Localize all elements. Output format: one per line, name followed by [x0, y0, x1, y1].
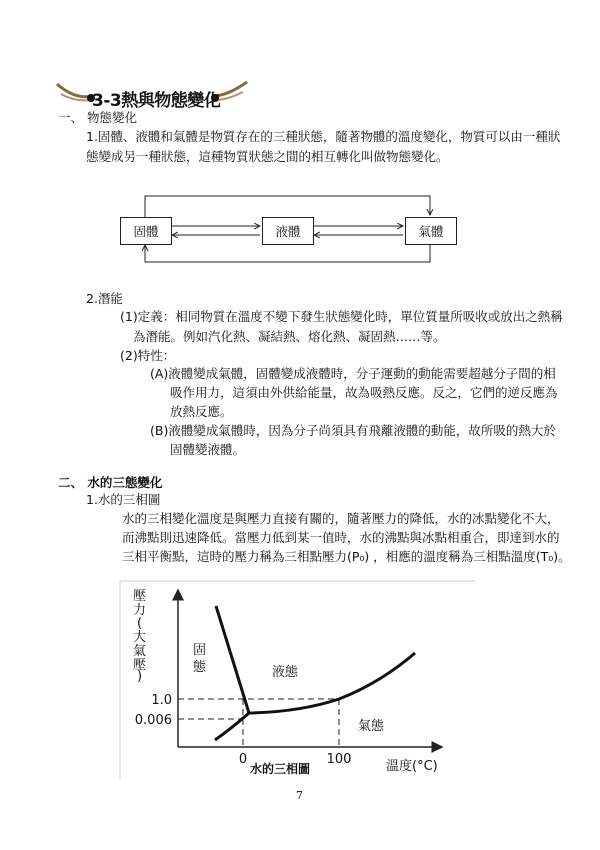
- figure-caption: 水的三相圖: [250, 762, 311, 776]
- region-gas-label: 氣態: [358, 719, 385, 734]
- paragraph-line: 為潛能。例如汽化熱、凝結熱、熔化熱、凝固熱……等。: [133, 329, 446, 344]
- y-tick-0006: 0.006: [134, 713, 172, 728]
- paragraph-line: (1)定義：相同物質在溫度不變下發生狀態變化時，單位質量所吸收或放出之熱稱: [120, 309, 563, 324]
- heading-water-states: 二、 水的三態變化: [58, 475, 163, 490]
- heading-state-change: 一、 物態變化: [58, 110, 137, 125]
- paragraph-line: 而沸點則迅速降低。當壓力低到某一值時，水的沸點與冰點相重合，即達到水的: [122, 530, 560, 545]
- box-gas: 氣體: [405, 217, 457, 245]
- sublimation-curve: [215, 713, 249, 740]
- x-axis-label: 溫度(°C): [386, 759, 438, 774]
- page-number: 7: [296, 789, 303, 802]
- region-solid-label: 固: [193, 643, 207, 658]
- y-axis-label-char: 壓: [133, 658, 147, 673]
- paragraph-line: 1.固體、液體和氣體是物質存在的三種狀態，隨著物體的溫度變化，物質可以由一種狀: [86, 129, 561, 144]
- box-solid: 固體: [120, 217, 172, 245]
- y-axis-label-char: ): [137, 669, 143, 684]
- subheading-phase-diagram: 1.水的三相圖: [86, 492, 161, 507]
- melting-curve: [216, 606, 249, 713]
- paragraph-line: 態變成另一種狀態，這種物質狀態之間的相互轉化叫做物態變化。: [86, 149, 449, 164]
- y-axis-label-char: (: [137, 616, 143, 631]
- y-tick-1: 1.0: [151, 693, 172, 708]
- paragraph-line: 吸作用力，這須由外供給能量，故為吸熱反應。反之，它們的逆反應為: [170, 385, 558, 400]
- x-tick-0: 0: [238, 752, 248, 767]
- x-tick-100: 100: [326, 752, 352, 767]
- section-title: 3-3熱與物態變化: [92, 91, 221, 111]
- paragraph-line: 水的三相變化溫度是與壓力直接有關的，隨著壓力的降低，水的冰點變化不大，: [122, 511, 560, 526]
- paragraph-line: 固體變液體。: [170, 442, 246, 457]
- y-axis-label-char: 大: [133, 630, 147, 645]
- region-solid-label: 態: [193, 660, 207, 675]
- paragraph-line: (B)液體變成氣體時，因為分子尚須具有飛離液體的動能，故所吸的熱大於: [150, 423, 556, 438]
- heading-latent-heat: 2.潛能: [86, 291, 123, 306]
- region-liquid-label: 液態: [272, 665, 299, 680]
- paragraph-line: (A)液體變成氣體，固體變成液體時，分子運動的動能需要超越分子間的相: [150, 366, 556, 381]
- y-axis-label-char: 壓: [133, 589, 147, 604]
- paragraph-line: 三相平衡點，這時的壓力稱為三相點壓力(P₀) ，相應的溫度稱為三相點溫度(T₀)。: [122, 549, 571, 564]
- vaporization-curve: [249, 653, 415, 713]
- y-axis-label-char: 力: [133, 603, 147, 618]
- paragraph-line: (2)特性：: [120, 348, 176, 363]
- paragraph-line: 放熱反應。: [170, 404, 233, 419]
- box-liquid: 液體: [262, 217, 314, 245]
- y-axis-label-char: 氣: [133, 644, 147, 659]
